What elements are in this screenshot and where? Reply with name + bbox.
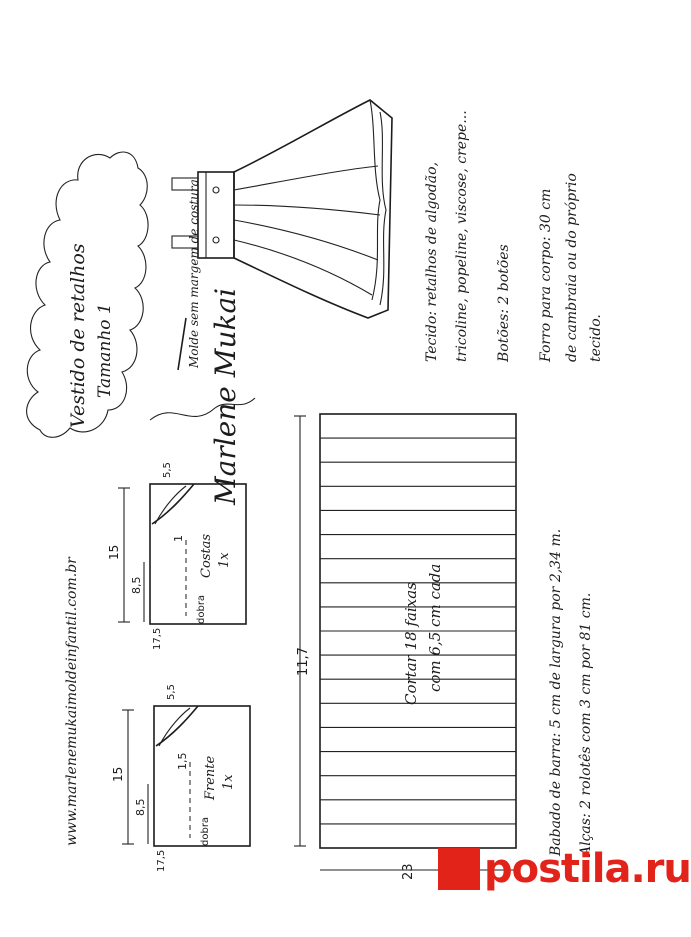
costas-strap: 5,5: [162, 462, 173, 478]
costas-qty: 1x: [217, 552, 232, 568]
dress-illustration: [172, 100, 392, 318]
costas-bottom: 17,5: [152, 627, 163, 650]
frente-name: Frente: [203, 755, 218, 800]
watermark-text: postila.ru: [484, 846, 691, 892]
skirt-width: 23: [401, 863, 416, 880]
frente-height: 8,5: [134, 798, 147, 816]
no-seam-text: Molde sem margem de costura: [187, 179, 201, 368]
materials-forro-1: Forro para corpo: 30 cm: [538, 188, 554, 362]
title-cloud: [27, 152, 148, 437]
costas-name: Costas: [199, 533, 214, 578]
materials-forro-3: tecido.: [588, 314, 604, 362]
note-barra: Babado de barra: 5 cm de largura por 2,34 m.: [548, 528, 564, 856]
materials-forro-2: de cambraia ou do próprio: [564, 173, 580, 362]
title-line2: Tamanho 1: [95, 303, 115, 398]
signature: Marlene Mukai: [209, 287, 242, 505]
svg-text:Molde sem margem de costura: [187, 179, 201, 369]
frente-qty: 1x: [221, 774, 236, 790]
note-alcas: Alças: 2 rolotês com 3 cm por 81 cm.: [578, 592, 594, 856]
watermark-logo-icon: [438, 848, 480, 890]
website: www.marlenemukaimoldeinfantil.com.br: [64, 557, 80, 846]
materials-botoes: Botões: 2 botões: [496, 244, 512, 362]
frente-fold: dobra: [200, 816, 211, 846]
piece-frente: [111, 684, 250, 872]
costas-fold: dobra: [196, 594, 207, 624]
materials: [424, 110, 604, 363]
skirt-height: 11,7: [296, 647, 311, 676]
title-line1: Vestido de retalhos: [67, 243, 89, 428]
costas-neck: 1: [172, 535, 185, 542]
costas-height: 8,5: [130, 576, 143, 594]
skirt-panel: [294, 414, 516, 880]
frente-bottom: 17,5: [156, 849, 167, 872]
materials-tecido-1: Tecido: retalhos de algodão,: [424, 161, 440, 362]
costas-width: 15: [107, 544, 121, 560]
frente-width: 15: [111, 766, 125, 782]
frente-strap: 5,5: [166, 684, 177, 700]
materials-tecido-2: tricoline, popeline, viscose, crepe...: [454, 110, 470, 362]
skirt-label-2: com 6,5 cm cada: [426, 563, 444, 692]
frente-neck: 1,5: [176, 752, 189, 770]
skirt-label-1: Cortar 18 faixas: [402, 582, 420, 705]
